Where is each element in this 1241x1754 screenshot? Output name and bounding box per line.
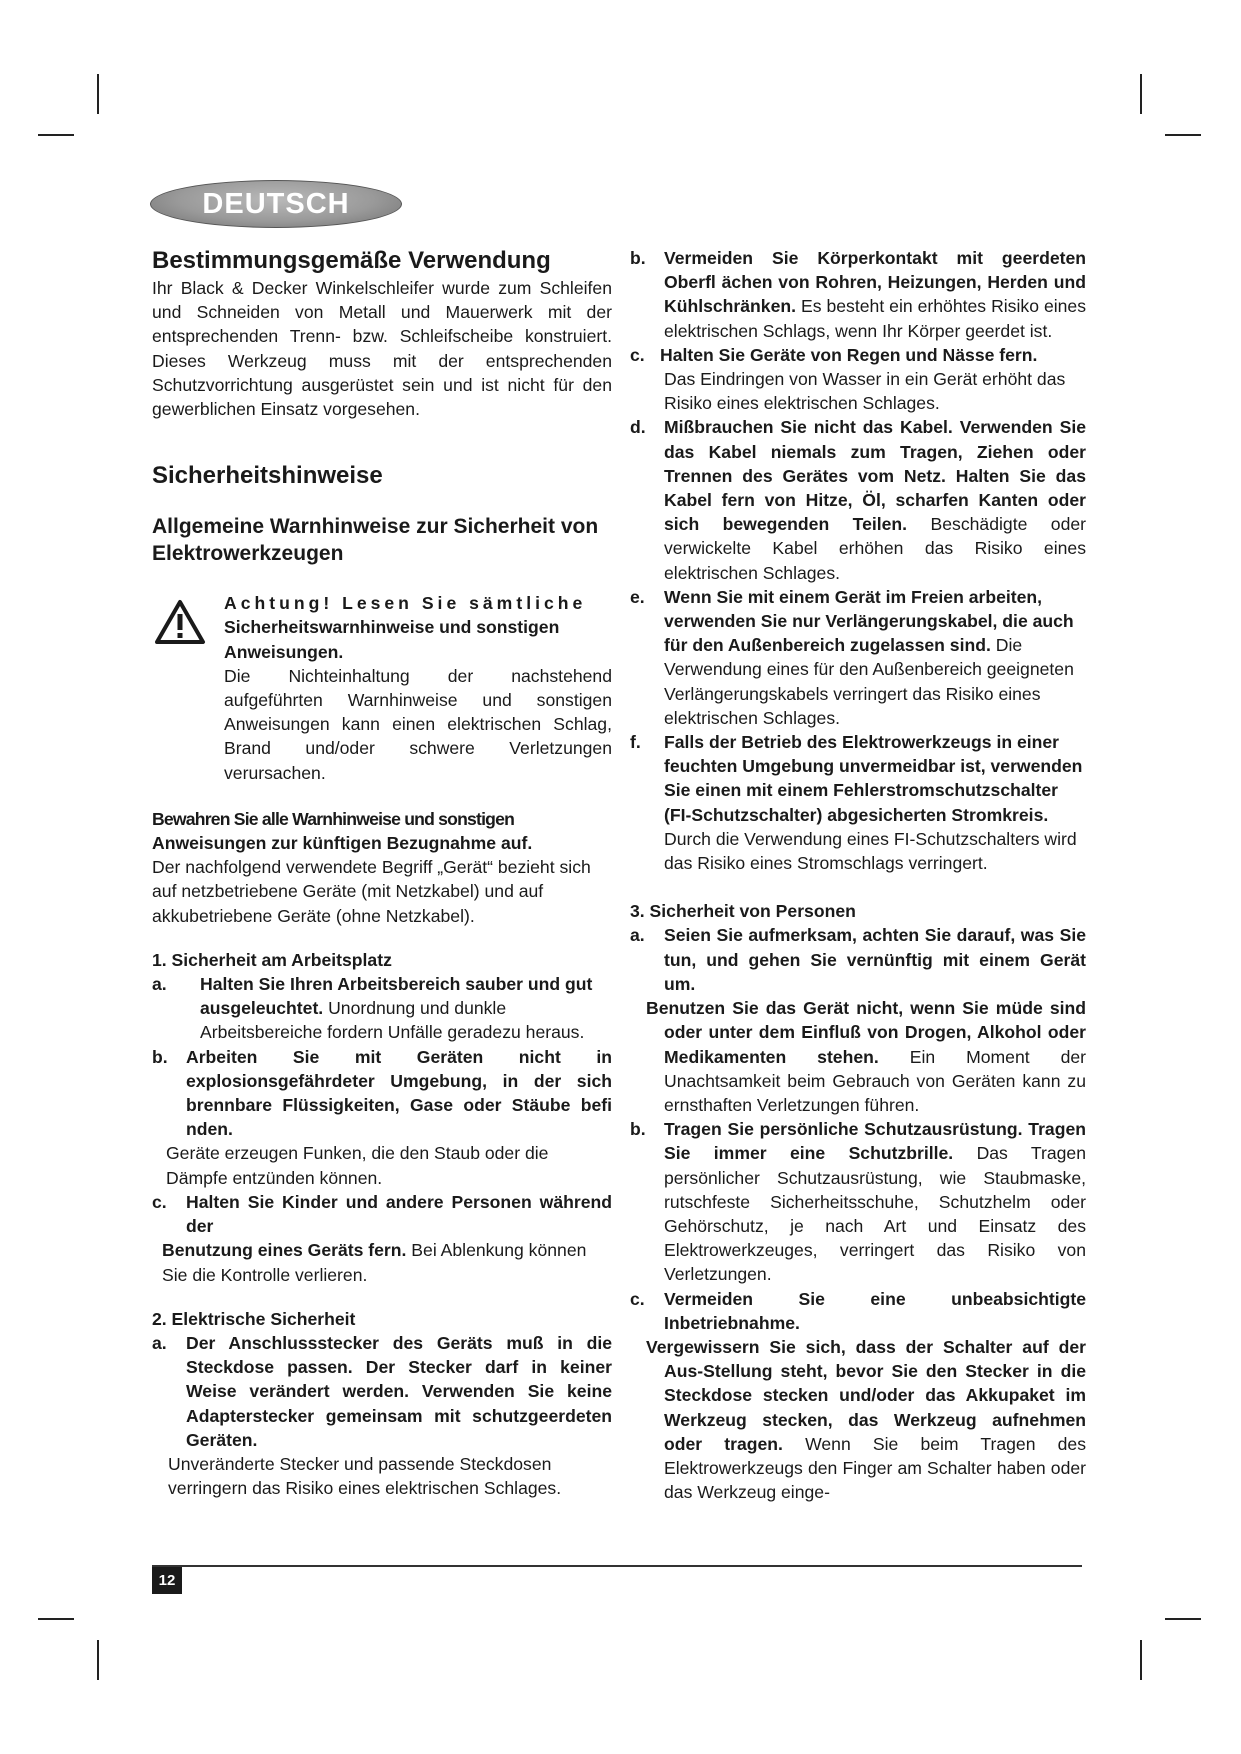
item-bold: Halten Sie Ihren Arbeitsbereich sauber und gut ausgeleuchtet. <box>200 974 593 1019</box>
warning-block <box>152 591 612 785</box>
list-marker: b. <box>630 1119 646 1140</box>
list-item <box>630 343 1086 367</box>
list-item <box>630 730 1086 875</box>
section-1-heading: 1. Sicherheit am Arbeitsplatz <box>152 949 392 970</box>
list-item <box>630 1117 1086 1286</box>
list-marker: d. <box>630 417 646 438</box>
item-bold: Benutzen Sie das Gerät nicht, wenn Sie müde sind oder unter dem Einfluß von Drogen, Alkohol oder Medikamenten stehen. <box>646 998 1086 1067</box>
item-bold: Arbeiten Sie mit Geräten nicht in explosionsgefährdeter Umgebung, in der sich brennbare Flüssigkeiten, Gase oder Stäube befi nden. <box>186 1046 612 1140</box>
item-text: Das Tragen persönlicher Schutzausrüstung, wie Staubmaske, rutschfeste Sicherheitsschuhe, Schutzhelm oder Gehörschutz, je nach Art und Einsatz des Elektrowerkzeuges, verringert das Risiko von Verletzungen. <box>664 1143 1087 1285</box>
language-badge <box>150 180 402 228</box>
footer-rule <box>152 1565 1082 1567</box>
list-marker: b. <box>630 248 646 268</box>
crop-mark <box>1165 1618 1201 1620</box>
list-item <box>630 415 1086 584</box>
item-text: Unordnung und dunkle Arbeitsbereiche fordern Unfälle geradezu heraus. <box>200 998 585 1043</box>
general-warnings-heading: Allgemeine Warnhinweise zur Sicherheit von Elektrowerkzeugen <box>152 515 599 566</box>
crop-mark <box>38 134 74 136</box>
section-3-heading: 3. Sicherheit von Personen <box>630 901 856 922</box>
list-item <box>152 1331 612 1452</box>
keep-line-1: Bewahren Sie alle Warnhinweise und sonstigen <box>152 808 515 829</box>
item-text: Unveränderte Stecker und passende Steckdosen verringern das Risiko eines elektrischen Schlages. <box>168 1453 562 1499</box>
item-text: Es besteht ein erhöhtes Risiko eines elektrischen Schlags, wenn Ihr Körper geerdet ist. <box>664 296 1087 341</box>
item-bold: Vermeiden Sie eine unbeabsichtigte Inbetriebnahme. <box>664 1288 1086 1333</box>
item-bold: Vergewissern Sie sich, dass der Schalter auf der Aus-Stellung steht, bevor Sie den Stecker in die Steckdose stecken und/oder das Akkupaket im Werkzeug stecken, das Werkzeug aufnehmen oder tragen. <box>646 1336 1086 1454</box>
item-bold: Halten Sie Kinder und andere Personen während der <box>186 1191 612 1237</box>
list-marker: c. <box>152 1191 167 1212</box>
list-item <box>152 1190 612 1238</box>
section-2-heading: 2. Elektrische Sicherheit <box>152 1308 356 1329</box>
right-column <box>630 246 1086 1504</box>
item-text: Geräte erzeugen Funken, die den Staub oder die Dämpfe entzünden können. <box>166 1143 549 1188</box>
warning-bold: Sicherheitswarnhinweise und sonstigen Anweisungen. <box>224 617 560 662</box>
crop-mark <box>1165 134 1201 136</box>
safety-heading: Sicherheitshinweise <box>152 462 383 490</box>
keep-instructions <box>152 807 612 928</box>
item-bold: Vermeiden Sie Körperkontakt mit geerdeten Oberfl ächen von Rohren, Heizungen, Herden und Kühlschränken. <box>664 248 1086 317</box>
warning-triangle-icon <box>154 599 206 645</box>
list-marker: e. <box>630 586 645 607</box>
list-item <box>152 1045 612 1142</box>
intended-use-text: Ihr Black & Decker Winkelschleifer wurde zum Schleifen und Schneiden von Metall und Mauerwerk mit der entsprechenden Trenn- bzw. Schleifscheibe konstruiert. Dieses Werkzeug muss mit der entsprechenden Schutzvorrichtung ausgerüstet sein und ist nicht für den gewerblichen Einsatz vorgesehen. <box>152 278 612 420</box>
list-marker: c. <box>630 344 645 365</box>
language-label: DEUTSCH <box>202 187 350 220</box>
item-bold: Falls der Betrieb des Elektrowerkzeugs in einer feuchten Umgebung unvermeidbar ist, verwenden Sie einen mit einem Fehlerstromschutzschalter (FI-Schutzschalter) abgesicherten Stromkreis. <box>664 732 1083 825</box>
list-item-continuation <box>630 996 1086 1117</box>
intended-use-heading: Bestimmungsgemäße Verwendung <box>152 247 551 274</box>
list-marker: f. <box>630 732 641 753</box>
item-text: Die Verwendung eines für den Außenbereich geeigneten Verlängerungskabels verringert das Risiko eines elektrischen Schlages. <box>664 635 1074 728</box>
crop-mark <box>97 74 99 114</box>
item-bold: Wenn Sie mit einem Gerät im Freien arbeiten, verwenden Sie nur Verlängerungskabel, die auch für den Außenbereich zugelassen sind. <box>664 586 1074 656</box>
item-bold: Benutzung eines Geräts fern. <box>162 1240 407 1261</box>
warning-text: Die Nichteinhaltung der nachstehend aufgeführten Warnhinweise und sonstigen Anweisungen kann einen elektrischen Schlag, Brand und/oder schwere Verletzungen verursachen. <box>224 665 612 783</box>
item-text: Ein Moment der Unachtsamkeit beim Gebrauch von Geräten kann zu ernsthaften Verletzungen führen. <box>664 1046 1086 1115</box>
item-bold: Der Anschlussstecker des Geräts muß in die Steckdose passen. Der Stecker darf in keiner Weise verändert werden. Verwenden Sie keine Adapterstecker gemeinsam mit schutzgeerdeten Geräten. <box>186 1332 612 1450</box>
list-marker: a. <box>630 925 645 946</box>
crop-mark <box>97 1640 99 1680</box>
left-column <box>152 246 612 1500</box>
item-text: Wenn Sie beim Tragen des Elektrowerkzeugs den Finger am Schalter haben oder das Werkzeug einge- <box>664 1433 1087 1503</box>
item-bold: Halten Sie Geräte von Regen und Nässe fern. <box>660 344 1038 365</box>
list-item <box>630 1287 1086 1335</box>
list-item <box>630 246 1086 343</box>
item-bold: Mißbrauchen Sie nicht das Kabel. Verwenden Sie das Kabel niemals zum Tragen, Ziehen oder Trennen des Gerätes vom Netz. Halten Sie das Kabel fern von Hitze, Öl, scharfen Kanten oder sich bewegenden Teilen. <box>664 417 1086 535</box>
item-bold: Seien Sie aufmerksam, achten Sie darauf, was Sie tun, und gehen Sie vernünftig mit einem Gerät um. <box>664 925 1086 994</box>
list-item <box>630 923 1086 996</box>
page-number: 12 <box>152 1567 182 1594</box>
item-text: Bei Ablenkung können Sie die Kontrolle verlieren. <box>162 1240 587 1285</box>
list-item <box>152 972 612 1045</box>
keep-line-2: Anweisungen zur künftigen Bezugnahme auf. <box>152 833 533 854</box>
list-item <box>630 585 1086 730</box>
keep-text: Der nachfolgend verwendete Begriff „Gerät“ bezieht sich auf netzbetriebene Geräte (mit Netzkabel) und auf akkubetriebene Geräte (ohne Netzkabel). <box>152 857 591 926</box>
list-marker: a. <box>152 1332 167 1353</box>
item-text: Beschädigte oder verwickelte Kabel erhöhen das Risiko eines elektrischen Schlages. <box>664 514 1087 583</box>
warning-lead: Achtung! Lesen Sie sämtliche <box>224 593 587 614</box>
crop-mark <box>1140 1640 1142 1680</box>
list-item-continuation <box>630 1335 1086 1504</box>
crop-mark <box>38 1618 74 1620</box>
list-marker: a. <box>152 974 167 995</box>
item-bold: Tragen Sie persönliche Schutzausrüstung. Tragen Sie immer eine Schutzbrille. <box>664 1119 1086 1164</box>
item-text: Das Eindringen von Wasser in ein Gerät erhöht das Risiko eines elektrischen Schlages. <box>664 369 1066 414</box>
list-marker: b. <box>152 1046 168 1067</box>
item-text: Durch die Verwendung eines FI-Schutzschalters wird das Risiko eines Stromschlags verringert. <box>664 828 1077 874</box>
crop-mark <box>1140 74 1142 114</box>
list-marker: c. <box>630 1288 645 1309</box>
